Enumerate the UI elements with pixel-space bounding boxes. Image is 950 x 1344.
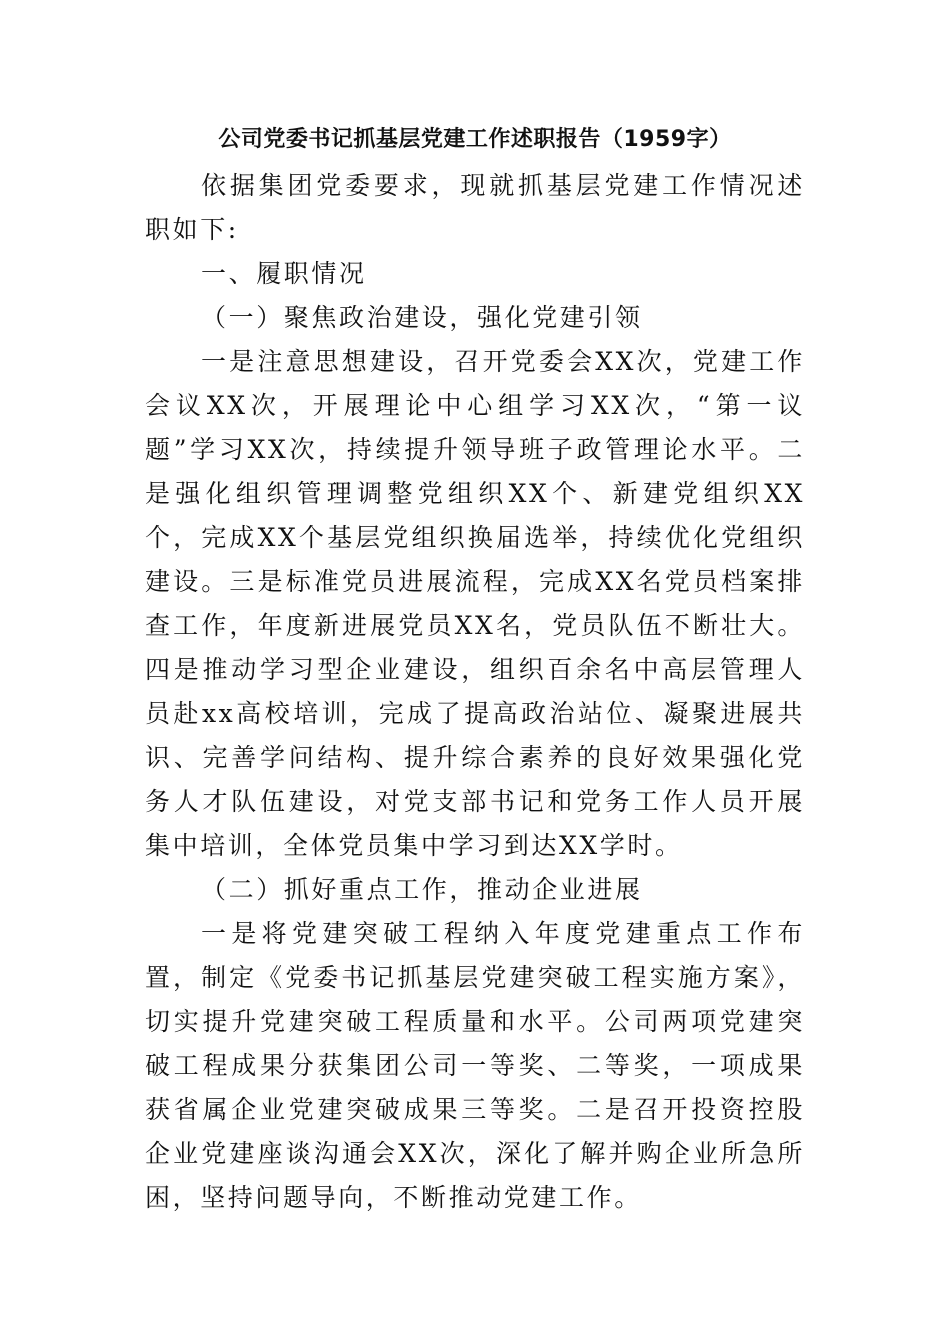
- subsection-heading-political: （一）聚焦政治建设，强化党建引领: [201, 303, 643, 332]
- section-heading-performance: 一、履职情况: [201, 259, 367, 288]
- subsection-body-key-work: 一是将党建突破工程纳入年度党建重点工作布置，制定《党委书记抓基层党建突破工程实施方案》，切实提升党建突破工程质量和水平。公司两项党建突破工程成果分获集团公司一等奖、二等奖，一项成果获省属企业党建突破成果三等奖。二是召开投资控股企业党建座谈沟通会XX次，深化了解并购企业所急所困，坚持问题导向，不断推动党建工作。: [145, 919, 805, 1212]
- subsection-body-political: 一是注意思想建设，召开党委会XX次，党建工作会议XX次，开展理论中心组学习XX次，“第一议题”学习XX次，持续提升领导班子政管理论水平。二是强化组织管理调整党组织XX个、新建党组织XX个，完成XX个基层党组织换届选举，持续优化党组织建设。三是标准党员进展流程，完成XX名党员档案排查工作，年度新进展党员XX名，党员队伍不断壮大。四是推动学习型企业建设，组织百余名中高层管理人员赴xx高校培训，完成了提高政治站位、凝聚进展共识、完善学问结构、提升综合素养的良好效果强化党务人才队伍建设，对党支部书记和党务工作人员开展集中培训，全体党员集中学习到达XX学时。: [145, 347, 805, 860]
- intro-paragraph: 依据集团党委要求，现就抓基层党建工作情况述职如下:: [145, 171, 805, 244]
- document-page: [145, 118, 805, 1220]
- document-title: 公司党委书记抓基层党建工作述职报告（1959字）: [218, 127, 732, 152]
- subsection-heading-key-work: （二）抓好重点工作，推动企业进展: [201, 875, 643, 904]
